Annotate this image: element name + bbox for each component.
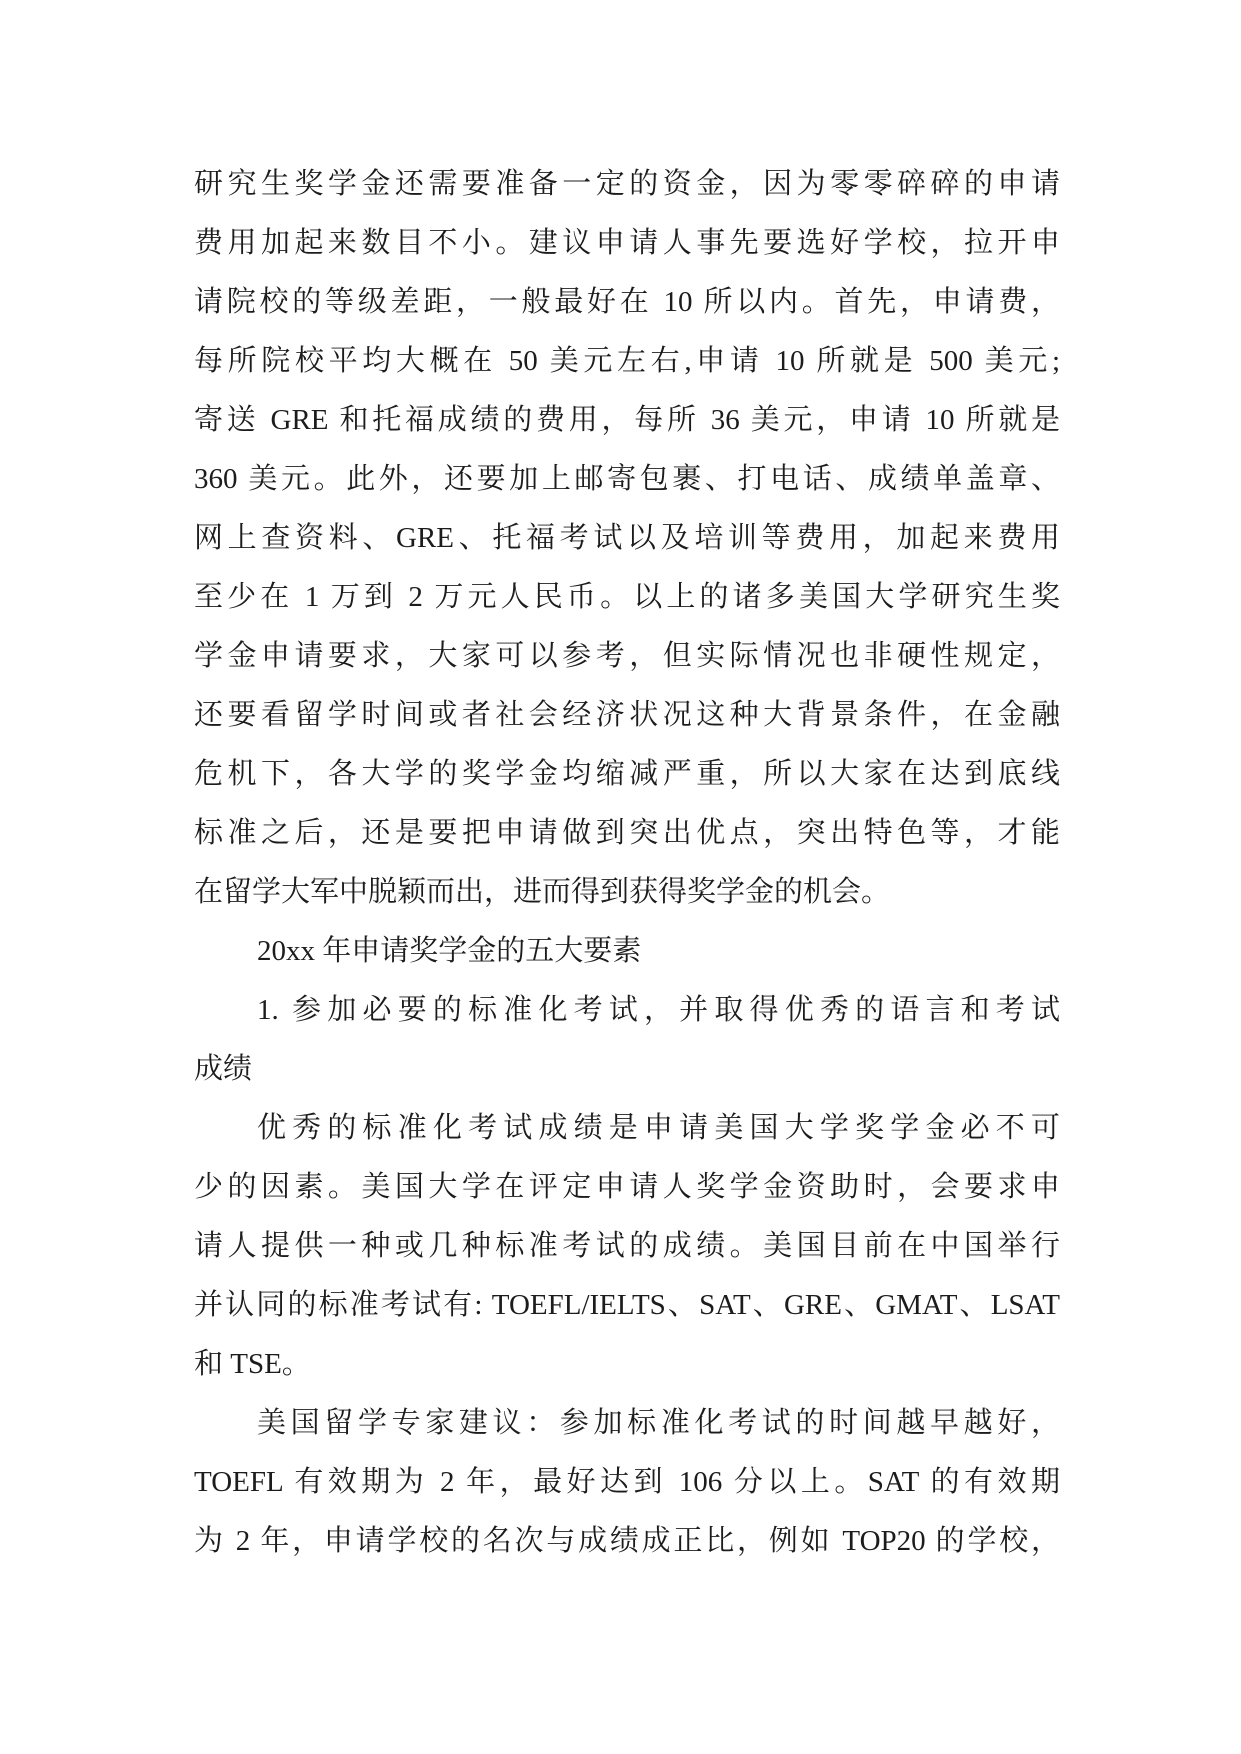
text-line: 请院校的等级差距，一般最好在 10 所以内。首先，申请费， [194, 286, 1060, 318]
body-paragraph [194, 155, 1060, 922]
text-line: 至少在 1 万到 2 万元人民币。以上的诸多美国大学研究生奖 [194, 581, 1060, 613]
body-paragraph [194, 1394, 1060, 1571]
text-line: 优秀的标准化考试成绩是申请美国大学奖学金必不可 [257, 1112, 1060, 1144]
text-line: 和 TSE。 [194, 1348, 311, 1380]
text-line: 费用加起来数目不小。建议申请人事先要选好学校，拉开申 [194, 227, 1060, 259]
text-line: 360 美元。此外，还要加上邮寄包裹、打电话、成绩单盖章、 [194, 463, 1060, 495]
text-line: 成绩 [194, 1053, 253, 1085]
heading-line: 20xx 年申请奖学金的五大要素 [257, 935, 642, 967]
text-line: 学金申请要求，大家可以参考，但实际情况也非硬性规定， [194, 640, 1060, 672]
text-line: 标准之后，还是要把申请做到突出优点，突出特色等，才能 [194, 817, 1060, 849]
text-line: 请人提供一种或几种标准考试的成绩。美国目前在中国举行 [194, 1230, 1060, 1262]
text-line: 网上查资料、GRE、托福考试以及培训等费用，加起来费用 [194, 522, 1060, 554]
text-line: 危机下，各大学的奖学金均缩减严重，所以大家在达到底线 [194, 758, 1060, 790]
text-line: 在留学大军中脱颖而出，进而得到获得奖学金的机会。 [194, 876, 891, 908]
text-line: 寄送 GRE 和托福成绩的费用，每所 36 美元，申请 10 所就是 [194, 404, 1060, 436]
text-line: 1. 参加必要的标准化考试，并取得优秀的语言和考试 [257, 994, 1060, 1026]
text-line: 美国留学专家建议：参加标准化考试的时间越早越好， [257, 1407, 1060, 1439]
text-line: TOEFL 有效期为 2 年，最好达到 106 分以上。SAT 的有效期 [194, 1466, 1060, 1498]
text-line: 并认同的标准考试有: TOEFL/IELTS、SAT、GRE、GMAT、LSAT [194, 1289, 1060, 1321]
text-line: 每所院校平均大概在 50 美元左右,申请 10 所就是 500 美元; [194, 345, 1060, 377]
text-line: 还要看留学时间或者社会经济状况这种大背景条件，在金融 [194, 699, 1060, 731]
body-paragraph [194, 1099, 1060, 1394]
text-line: 为 2 年，申请学校的名次与成绩成正比，例如 TOP20 的学校， [194, 1525, 1060, 1557]
document-body [194, 155, 1060, 1571]
text-line: 研究生奖学金还需要准备一定的资金，因为零零碎碎的申请 [194, 168, 1060, 200]
numbered-item-heading [194, 981, 1060, 1099]
text-line: 少的因素。美国大学在评定申请人奖学金资助时，会要求申 [194, 1171, 1060, 1203]
section-heading [194, 922, 1060, 981]
